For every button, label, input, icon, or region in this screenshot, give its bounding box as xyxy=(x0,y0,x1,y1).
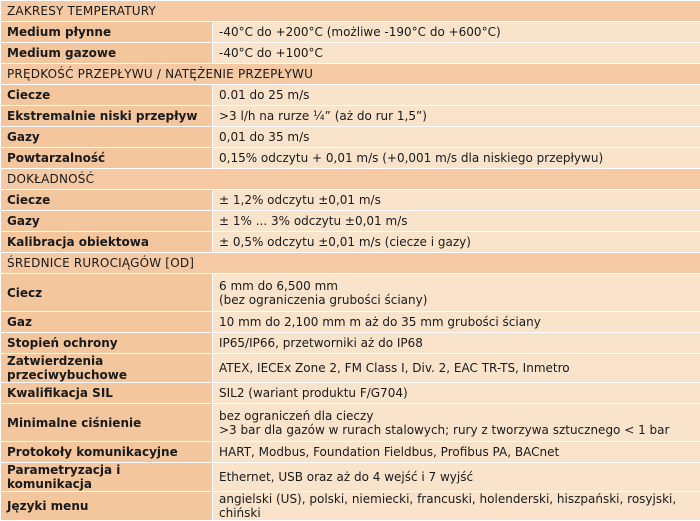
section-title: PRĘDKOŚĆ PRZEPŁYWU / NATĘŻENIE PRZEPŁYWU xyxy=(1,64,700,85)
table-row xyxy=(1,232,700,253)
row-value: ± 1% ... 3% odczytu ±0,01 m/s xyxy=(213,211,700,232)
row-label: Języki menu xyxy=(1,492,213,521)
row-value: 0.01 do 25 m/s xyxy=(213,85,700,106)
row-value-line: (bez ograniczenia grubości ściany) xyxy=(219,293,694,307)
row-value: Ethernet, USB oraz aż do 4 wejść i 7 wyjść xyxy=(213,463,700,492)
row-value: ± 1,2% odczytu ±0,01 m/s xyxy=(213,190,700,211)
row-value xyxy=(213,404,700,442)
table-row xyxy=(1,211,700,232)
section-header-pipe-diameters xyxy=(1,253,700,274)
row-value: 0,15% odczytu + 0,01 m/s (+0,001 m/s dla niskiego przepływu) xyxy=(213,148,700,169)
row-label: Ekstremalnie niski przepływ xyxy=(1,106,213,127)
row-label: Kalibracja obiektowa xyxy=(1,232,213,253)
section-header-temperature xyxy=(1,1,700,22)
table-row xyxy=(1,333,700,354)
table-row xyxy=(1,106,700,127)
row-label: Ciecz xyxy=(1,274,213,312)
row-value xyxy=(213,274,700,312)
section-header-accuracy xyxy=(1,169,700,190)
table-row xyxy=(1,312,700,333)
row-value: ± 0,5% odczytu ±0,01 m/s (ciecze i gazy) xyxy=(213,232,700,253)
row-label: Stopień ochrony xyxy=(1,333,213,354)
row-label: Gaz xyxy=(1,312,213,333)
row-label: Minimalne ciśnienie xyxy=(1,404,213,442)
section-title: DOKŁADNOŚĆ xyxy=(1,169,700,190)
table-row xyxy=(1,442,700,463)
section-title: ŚREDNICE RUROCIĄGÓW [OD] xyxy=(1,253,700,274)
row-value-line: >3 bar dla gazów w rurach stalowych; rury z tworzywa sztucznego < 1 bar xyxy=(219,423,694,437)
row-value-line: bez ograniczeń dla cieczy xyxy=(219,409,694,423)
row-value: -40°C do +200°C (możliwe -190°C do +600°C) xyxy=(213,22,700,43)
row-label: Gazy xyxy=(1,211,213,232)
row-label: Zatwierdzenia przeciwybuchowe xyxy=(1,354,213,383)
row-label: Kwalifikacja SIL xyxy=(1,383,213,404)
row-label: Medium gazowe xyxy=(1,43,213,64)
table-row xyxy=(1,190,700,211)
row-value: -40°C do +100°C xyxy=(213,43,700,64)
section-title: ZAKRESY TEMPERATURY xyxy=(1,1,700,22)
row-label: Parametryzacja i komunikacja xyxy=(1,463,213,492)
row-label: Ciecze xyxy=(1,85,213,106)
table-row xyxy=(1,22,700,43)
section-header-flow xyxy=(1,64,700,85)
row-value: >3 l/h na rurze ¼” (aż do rur 1,5”) xyxy=(213,106,700,127)
row-label: Protokoły komunikacyjne xyxy=(1,442,213,463)
table-row xyxy=(1,383,700,404)
row-value: 10 mm do 2,100 mm m aż do 35 mm grubości ściany xyxy=(213,312,700,333)
row-value: SIL2 (wariant produktu F/G704) xyxy=(213,383,700,404)
row-value: IP65/IP66, przetworniki aż do IP68 xyxy=(213,333,700,354)
table-row xyxy=(1,492,700,521)
row-value: ATEX, IECEx Zone 2, FM Class I, Div. 2, EAC TR-TS, Inmetro xyxy=(213,354,700,383)
row-value: angielski (US), polski, niemiecki, francuski, holenderski, hiszpański, rosyjski, chiński xyxy=(213,492,700,521)
table-row xyxy=(1,43,700,64)
row-label: Powtarzalność xyxy=(1,148,213,169)
row-value: 0,01 do 35 m/s xyxy=(213,127,700,148)
table-row xyxy=(1,127,700,148)
row-label: Medium płynne xyxy=(1,22,213,43)
table-row xyxy=(1,404,700,442)
row-label: Ciecze xyxy=(1,190,213,211)
table-row xyxy=(1,463,700,492)
table-row xyxy=(1,148,700,169)
row-label: Gazy xyxy=(1,127,213,148)
table-row xyxy=(1,354,700,383)
table-row xyxy=(1,85,700,106)
row-value-line: 6 mm do 6,500 mm xyxy=(219,279,694,293)
row-value: HART, Modbus, Foundation Fieldbus, Profibus PA, BACnet xyxy=(213,442,700,463)
table-row xyxy=(1,274,700,312)
